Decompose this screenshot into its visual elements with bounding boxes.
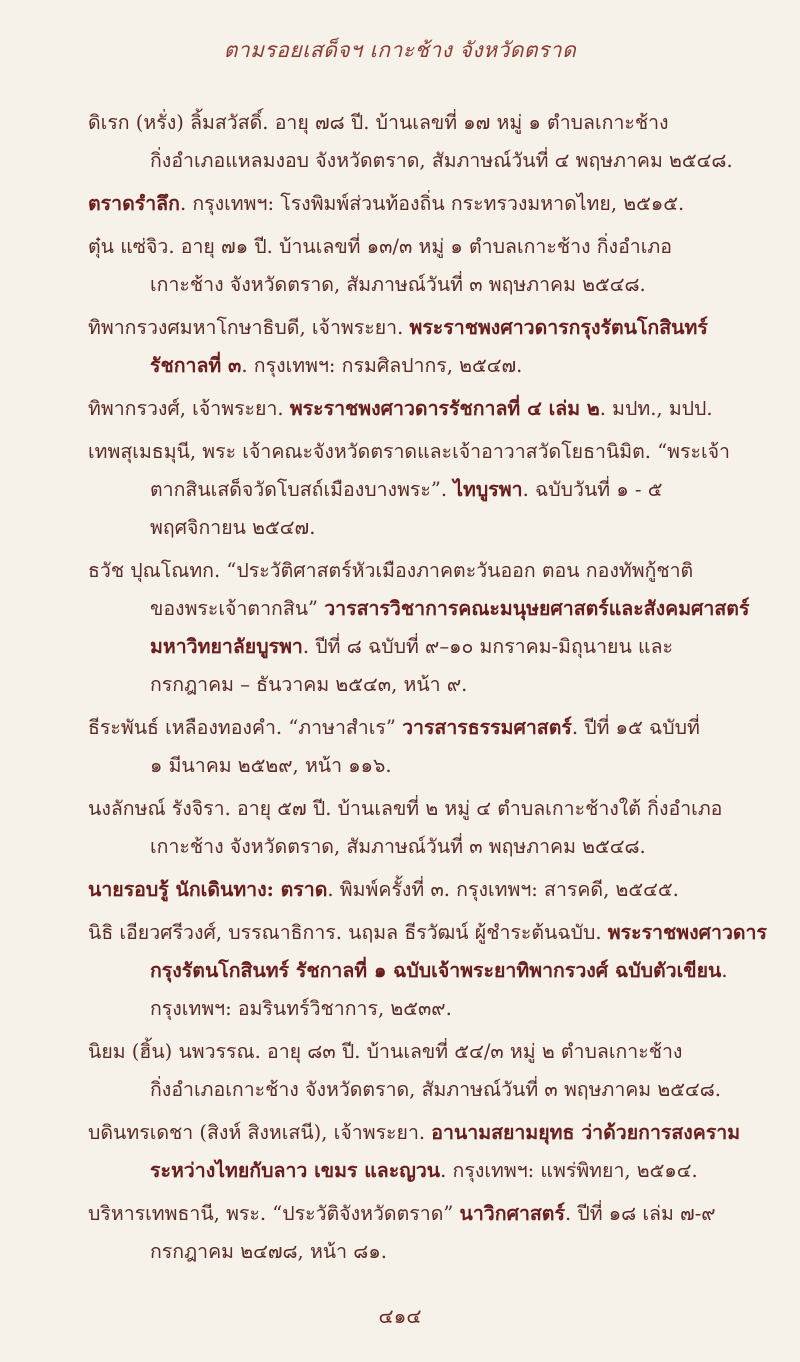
entry-line — [150, 666, 768, 704]
entry-text: บริหารเทพธานี, พระ. “ประวัติจังหวัดตราด” — [88, 1202, 460, 1225]
entry-text: ๑ มีนาคม ๒๕๒๙, หน้า ๑๑๖. — [150, 754, 392, 777]
entry-line — [88, 1033, 768, 1071]
bibliography-entry — [88, 871, 768, 909]
entry-line — [150, 628, 768, 666]
entry-text: เทพสุเมธมุนี, พระ เจ้าคณะจังหวัดตราดและเจ้าอาวาสวัดโยธานิมิต. “พระเจ้า — [88, 440, 731, 463]
running-header: ตามรอยเสด็จฯ เกาะช้าง จังหวัดตราด — [223, 38, 577, 62]
entry-text: ของพระเจ้าตากสิน” — [150, 597, 325, 620]
entry-line — [150, 828, 768, 866]
entry-title-text: รัชกาลที่ ๓ — [150, 354, 242, 377]
entry-title-text: พระราชพงศาวดาร — [607, 921, 767, 944]
bibliography-entry — [88, 104, 768, 180]
entry-title-text: พระราชพงศาวดารรัชกาลที่ ๔ เล่ม ๒ — [289, 397, 600, 420]
entry-line — [150, 142, 768, 180]
entry-line — [150, 990, 768, 1028]
entry-title-text: อานามสยามยุทธ ว่าด้วยการสงคราม — [431, 1121, 741, 1144]
bibliography-list — [88, 104, 768, 1276]
entry-line — [150, 952, 768, 990]
bibliography-entry — [88, 552, 768, 704]
entry-title-text: ระหว่างไทยกับลาว เขมร และญวน — [150, 1159, 441, 1182]
entry-text: กรกฎาคม ๒๔๗๘, หน้า ๘๑. — [150, 1240, 387, 1263]
entry-text: นิยม (ฮิ้น) นพวรรณ. อายุ ๘๓ ปี. บ้านเลขที่ ๕๔/๓ หมู่ ๒ ตำบลเกาะช้าง — [88, 1040, 683, 1063]
entry-text: เกาะช้าง จังหวัดตราด, สัมภาษณ์วันที่ ๓ พฤษภาคม ๒๕๔๘. — [150, 273, 646, 296]
bibliography-entry — [88, 709, 768, 785]
entry-text: . ปีที่ ๑๕ ฉบับที่ — [571, 716, 700, 739]
entry-line — [150, 747, 768, 785]
entry-line — [150, 1071, 768, 1109]
bibliography-entry — [88, 309, 768, 385]
entry-title-text: พระราชพงศาวดารกรุงรัตนโกสินทร์ — [409, 316, 708, 339]
bibliography-entry — [88, 228, 768, 304]
entry-text: กรกฎาคม – ธันวาคม ๒๕๔๓, หน้า ๙. — [150, 673, 468, 696]
entry-line — [150, 509, 768, 547]
entry-line — [88, 185, 768, 223]
entry-text: . ปีที่ ๑๘ เล่ม ๗-๙ — [564, 1202, 716, 1225]
bibliography-entry — [88, 185, 768, 223]
bibliography-entry — [88, 1114, 768, 1190]
entry-title-text: กรุงรัตนโกสินทร์ รัชกาลที่ ๑ ฉบับเจ้าพระยาทิพากรวงศ์ ฉบับตัวเขียน — [150, 959, 722, 982]
entry-title-text: วารสารธรรมศาสตร์ — [402, 716, 572, 739]
entry-text: กิ่งอำเภอแหลมงอบ จังหวัดตราด, สัมภาษณ์วันที่ ๔ พฤษภาคม ๒๕๔๘. — [150, 149, 733, 172]
bibliography-entry — [88, 1195, 768, 1271]
entry-text: ดิเรก (หรั่ง) ลิ้มสวัสดิ์. อายุ ๗๘ ปี. บ้านเลขที่ ๑๗ หมู่ ๑ ตำบลเกาะช้าง — [88, 111, 669, 134]
entry-text: บดินทรเดชา (สิงห์ สิงหเสนี), เจ้าพระยา. — [88, 1121, 432, 1144]
entry-title-text: ไทบูรพา — [453, 478, 523, 501]
entry-title-text: วารสารวิชาการคณะมนุษยศาสตร์และสังคมศาสตร์ — [324, 597, 750, 620]
entry-line — [88, 709, 768, 747]
entry-text: กิ่งอำเภอเกาะช้าง จังหวัดตราด, สัมภาษณ์วันที่ ๓ พฤษภาคม ๒๕๔๘. — [150, 1078, 721, 1101]
entry-text: ธีระพันธ์ เหลืองทองคำ. “ภาษาสำเร” — [88, 716, 403, 739]
entry-line — [150, 590, 768, 628]
entry-line — [88, 104, 768, 142]
entry-text: นิธิ เอียวศรีวงศ์, บรรณาธิการ. นฤมล ธีรวัฒน์ ผู้ชำระต้นฉบับ. — [88, 921, 608, 944]
entry-line — [88, 309, 768, 347]
entry-text: ตากสินเสด็จวัดโบสถ์เมืองบางพระ”. — [150, 478, 454, 501]
entry-text: พฤศจิกายน ๒๕๔๗. — [150, 516, 316, 539]
entry-text: . ปีที่ ๘ ฉบับที่ ๙–๑๐ มกราคม-มิถุนายน และ — [302, 635, 674, 658]
entry-text: . กรุงเทพฯ: กรมศิลปากร, ๒๕๔๗. — [241, 354, 523, 377]
entry-line — [150, 1233, 768, 1271]
entry-line — [88, 228, 768, 266]
bibliography-entry — [88, 433, 768, 547]
entry-line — [150, 266, 768, 304]
entry-title-text: ตราดรำลึก — [88, 192, 180, 215]
entry-text: ทิพากรวงศมหาโกษาธิบดี, เจ้าพระยา. — [88, 316, 410, 339]
entry-line — [88, 1114, 768, 1152]
entry-title-text: นาวิกศาสตร์ — [459, 1202, 565, 1225]
entry-line — [150, 471, 768, 509]
entry-text: . กรุงเทพฯ: แพร่พิทยา, ๒๕๑๔. — [440, 1159, 698, 1182]
entry-line — [88, 1195, 768, 1233]
entry-title-text: มหาวิทยาลัยบูรพา — [150, 635, 303, 658]
entry-text: . พิมพ์ครั้งที่ ๓. กรุงเทพฯ: สารคดี, ๒๕๔๕. — [327, 878, 679, 901]
entry-text: . มปท., มปป. — [599, 397, 713, 420]
entry-line — [88, 390, 768, 428]
entry-line — [150, 1152, 768, 1190]
entry-text: เกาะช้าง จังหวัดตราด, สัมภาษณ์วันที่ ๓ พฤษภาคม ๒๕๔๘. — [150, 835, 646, 858]
entry-text: . กรุงเทพฯ: โรงพิมพ์ส่วนท้องถิ่น กระทรวงมหาดไทย, ๒๕๑๕. — [179, 192, 685, 215]
entry-title-text: นายรอบรู้ นักเดินทาง: ตราด — [88, 878, 328, 901]
entry-text: กรุงเทพฯ: อมรินทร์วิชาการ, ๒๕๓๙. — [150, 997, 452, 1020]
entry-text: ตุ๋น แซ่จิว. อายุ ๗๑ ปี. บ้านเลขที่ ๑๓/๓ หมู่ ๑ ตำบลเกาะช้าง กิ่งอำเภอ — [88, 235, 672, 258]
entry-text: ทิพากรวงศ์, เจ้าพระยา. — [88, 397, 290, 420]
entry-text: . ฉบับวันที่ ๑ - ๕ — [522, 478, 663, 501]
entry-line — [88, 433, 768, 471]
entry-line — [88, 552, 768, 590]
entry-line — [150, 347, 768, 385]
entry-text: ธวัช ปุณโณทก. “ประวัติศาสตร์หัวเมืองภาคตะวันออก ตอน กองทัพกู้ชาติ — [88, 559, 694, 582]
bibliography-entry — [88, 790, 768, 866]
page-number: ๔๑๔ — [378, 1304, 422, 1328]
bibliography-entry — [88, 390, 768, 428]
entry-line — [88, 790, 768, 828]
entry-text: นงลักษณ์ รังจิรา. อายุ ๕๗ ปี. บ้านเลขที่ ๒ หมู่ ๔ ตำบลเกาะช้างใต้ กิ่งอำเภอ — [88, 797, 723, 820]
entry-line — [88, 871, 768, 909]
bibliography-entry — [88, 1033, 768, 1109]
entry-line — [88, 914, 768, 952]
bibliography-entry — [88, 914, 768, 1028]
entry-text: . — [721, 959, 728, 982]
